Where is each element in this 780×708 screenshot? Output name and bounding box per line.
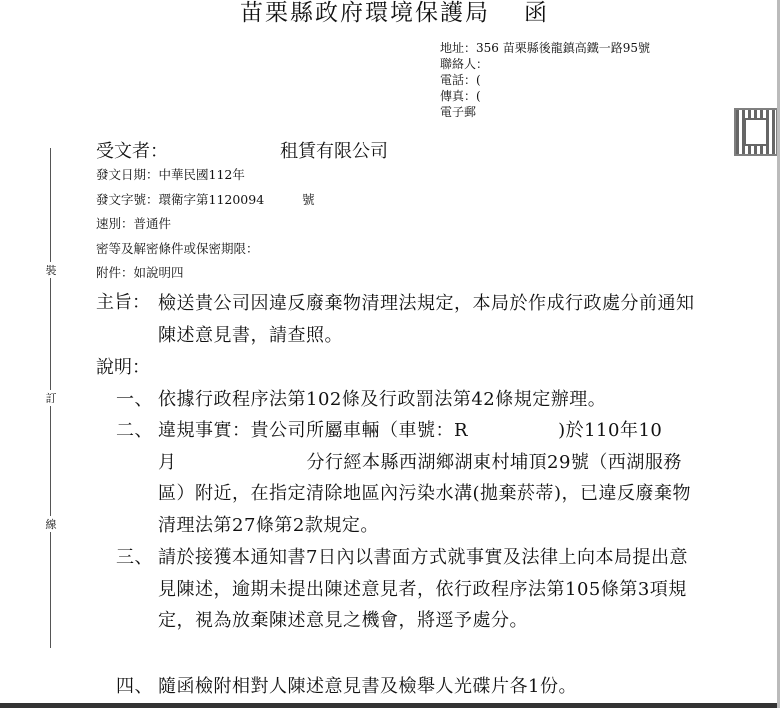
doc-type: 函	[524, 0, 549, 26]
explanation-item	[116, 384, 698, 416]
contact-block	[440, 40, 650, 120]
item-text-part: 月	[158, 451, 177, 473]
item-number: 一、	[116, 389, 153, 410]
bottom-border	[0, 703, 780, 708]
security-level: 密等及解密條件或保密期限：	[96, 240, 259, 256]
doc-number	[96, 188, 315, 213]
explanation-item	[116, 542, 698, 637]
phone-line: 電話：(	[440, 73, 481, 87]
binding-char-ding: 訂	[45, 392, 57, 405]
fax-line: 傳真：(	[440, 89, 481, 103]
item-text: 依據行政程序法第102條及行政罰法第42條規定辦理。	[158, 389, 607, 410]
item-text-part: 違規事實：貴公司所屬車輛（車號：R	[158, 420, 469, 441]
recipient	[96, 137, 388, 163]
subject-text: 檢送貴公司因違反廢棄物清理法規定，本局於作成行政處分前通知陳述意見書，請查照。	[158, 293, 695, 346]
item-text-part: )於110年10	[558, 420, 663, 441]
recipient-name: 租賃有限公司	[280, 141, 388, 162]
agency-name: 苗栗縣政府環境保護局	[240, 0, 490, 26]
address-line: 地址：356 苗栗縣後龍鎮高鐵一路95號	[440, 41, 650, 55]
binding-char-xian: 線	[45, 518, 57, 531]
letter-title	[240, 0, 549, 27]
item-number: 二、	[116, 420, 153, 441]
explanation-label: 說明：	[96, 357, 150, 378]
binding-char-zhuang: 裝	[45, 264, 57, 277]
qr-code-icon	[734, 108, 778, 156]
recipient-label: 受文者：	[96, 141, 168, 162]
explanation-item	[116, 671, 698, 703]
item-text-part: 分行經本縣西湖鄉湖東村埔頂29號（西湖服務區）附近，在指定清除地區內污染水溝(拋棄菸蒂)，已違反廢棄物清理法第27條第2款規定。	[158, 451, 692, 536]
subject-label: 主旨：	[96, 292, 150, 313]
explanation-item	[116, 415, 698, 541]
item-text: 請於接獲本通知書7日內以書面方式就事實及法律上向本局提出意見陳述，逾期未提出陳述意見者，依行政程序法第105條第3項規定，視為放棄陳述意見之機會，將逕予處分。	[158, 547, 688, 631]
attachment: 附件：如說明四	[96, 265, 184, 280]
meta-block	[96, 163, 315, 286]
doc-number-value: 發文字號：環衛字第1120094	[96, 191, 265, 207]
email-line: 電子郵	[440, 105, 477, 119]
item-text: 隨函檢附相對人陳述意見書及檢舉人光碟片各1份。	[158, 676, 577, 697]
speed: 速別：普通件	[96, 216, 172, 231]
item-number: 四、	[116, 676, 153, 697]
contact-person-line: 聯絡人：	[440, 57, 489, 71]
doc-number-suffix: 號	[302, 191, 315, 207]
issue-date: 發文日期：中華民國112年	[96, 167, 245, 182]
item-text	[158, 415, 698, 541]
item-number: 三、	[116, 547, 153, 568]
